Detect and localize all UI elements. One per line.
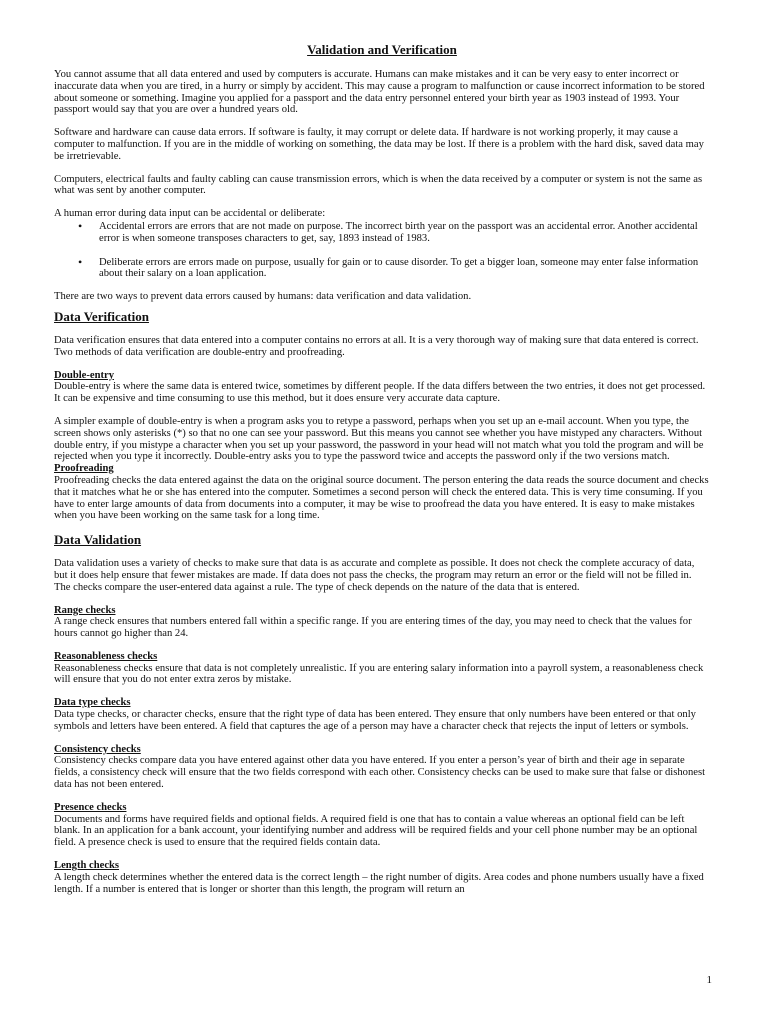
subheading-consistency-checks: Consistency checks: [54, 743, 141, 755]
intro-paragraph-2: Software and hardware can cause data errors. If software is faulty, it may corrupt or delete data. If hardware is not working properly, it may cause a computer to malfunction. If you are in the middle of working on something, the data may be lost. If there is a problem with the hard disk, saved data may be irretrievable.: [54, 127, 704, 162]
page-number: 1: [706, 974, 712, 986]
page-title: Validation and Verification: [307, 42, 457, 57]
validation-intro: Data validation uses a variety of checks to make sure that data is as accurate and complete as possible. It does not check the complete accuracy of data, but it does help ensure that fewer mistakes are made. If data does not pass the checks, the program may return an error or the field will not be filled in. The checks compare the user-entered data against a rule. The type of check depends on the nature of the data that is entered.: [54, 558, 695, 593]
presence-checks-paragraph: Documents and forms have required fields and optional fields. A required field is one that has to contain a value whereas an optional field can be left blank. In an application for a bank account, your identifying number and address will be required fields and your cell phone number may be an optional field. A presence check is used to ensure that the required fields contain data.: [54, 813, 698, 849]
bullet-deliberate-errors: • Deliberate errors are errors made on purpose, usually for gain or to cause disorder. To get a bigger loan, someone may enter false information about their salary on a loan application.: [54, 257, 710, 281]
consistency-checks-paragraph: Consistency checks compare data you have entered against other data you have entered. If you enter a person’s year of birth and their age in separate fields, a consistency check will ensure that the two fields correspond with each other. Consistency checks can be used to make sure that false or dishonest data has not been entered.: [54, 755, 706, 791]
subheading-double-entry: Double-entry: [54, 369, 115, 381]
subheading-reasonableness-checks: Reasonableness checks: [54, 650, 158, 662]
subheading-data-type-checks: Data type checks: [54, 697, 131, 709]
document-page: [54, 42, 710, 895]
length-checks-paragraph: A length check determines whether the entered data is the correct length – the right number of digits. Area codes and phone numbers usually have a fixed length. If a number is entered that is longer or shorter than this length, the program will return an: [54, 871, 704, 895]
reasonableness-checks-paragraph: Reasonableness checks ensure that data is not completely unrealistic. If you are entering salary information into a payroll system, a reasonableness check will ensure that you do not enter extra zeros by mistake.: [54, 662, 704, 686]
section-heading-verification: Data Verification: [54, 308, 149, 324]
intro-paragraph-4: A human error during data input can be accidental or deliberate:: [54, 208, 326, 220]
proofreading-paragraph: Proofreading checks the data entered against the data on the original source document. The person entering the data reads the source document and checks that it matches what he or she has entered into the computer. Sometimes a second person will check the entered data. This is very time consuming. If you have to enter large amounts of data from documents into a computer, it may be wise to proofread the data you have entered. It is easy to make mistakes when you have been working on the same task for a long time.: [54, 474, 709, 522]
two-ways-paragraph: There are two ways to prevent data errors caused by humans: data verification and data validation.: [54, 291, 472, 303]
bullet-accidental-errors: • Accidental errors are errors that are not made on purpose. The incorrect birth year on the passport was an accidental error. Another accidental error is when someone transposes characters to get, say, 1893 instead of 1983.: [54, 221, 710, 245]
data-type-checks-paragraph: Data type checks, or character checks, ensure that the right type of data has been entered. They ensure that only numbers have been entered or that only symbols and letters have been entered. A field that captures the age of a person may have a character check that rejects the input of letters or symbols.: [54, 709, 696, 732]
subheading-proofreading: Proofreading: [54, 463, 114, 475]
section-heading-validation: Data Validation: [54, 532, 142, 548]
subheading-range-checks: Range checks: [54, 604, 116, 616]
verification-intro: Data verification ensures that data entered into a computer contains no errors at all. It is a very thorough way of making sure that data entered is correct. Two methods of data verification are double-entry and proofreading.: [54, 334, 699, 358]
subheading-presence-checks: Presence checks: [54, 801, 127, 813]
range-checks-paragraph: A range check ensures that numbers entered fall within a specific range. If you are entering times of the day, you may need to check that the values for hours cannot go higher than 24.: [54, 616, 692, 640]
double-entry-paragraph-2: A simpler example of double-entry is when a program asks you to retype a password, perhaps when you set up an e-mail account. When you type, the screen shows only asterisks (*) so that no one can see your password. But this means you cannot see whether you have mistyped any characters. Without double entry, if you mistype a character when you set up your password, the password in your head will not match what you told the program and will be rejected when you type it incorrectly. Double-entry asks you to type the password twice and accepts the password only if the two versions match.: [54, 415, 704, 463]
subheading-length-checks: Length checks: [54, 860, 120, 872]
intro-paragraph-3: Computers, electrical faults and faulty cabling can cause transmission errors, which is when the data received by a computer or system is not the same as what was sent by another computer.: [54, 173, 703, 197]
error-types-list: [54, 221, 710, 280]
double-entry-paragraph-1: Double-entry is where the same data is entered twice, sometimes by different people. If the data differs between the two entries, it does not get processed. It can be expensive and time consuming to use this method, but it does ensure very accurate data capture.: [54, 381, 706, 405]
intro-paragraph-1: You cannot assume that all data entered and used by computers is accurate. Humans can make mistakes and it can be very easy to enter incorrect or inaccurate data when you are tired, in a hurry or simply by accident. This may cause a program to malfunction or cause incorrect information to be stored about someone or something. Imagine you applied for a passport and the data entry personnel entered your birth year as 1903 instead of 1993. Your passport would say that you are over a hundred years old.: [54, 69, 705, 116]
